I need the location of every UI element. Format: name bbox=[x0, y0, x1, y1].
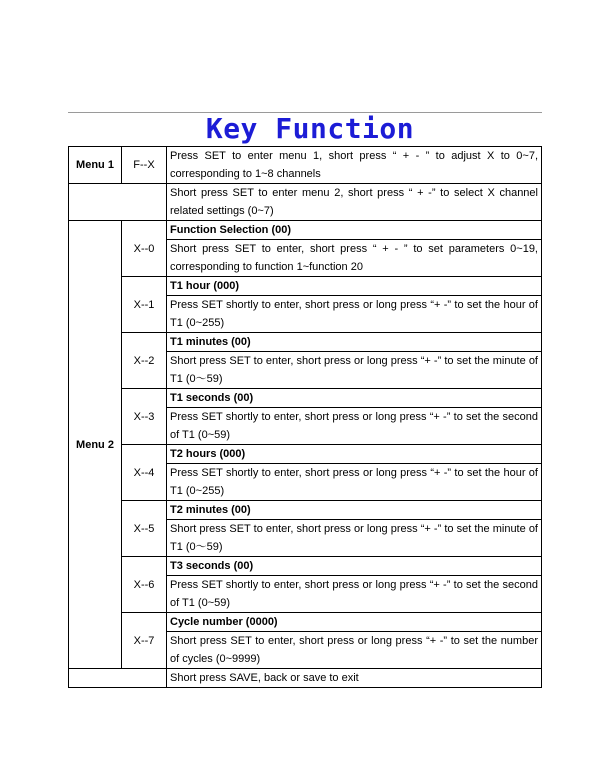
empty-cell bbox=[69, 184, 167, 221]
menu1-description: Press SET to enter menu 1, short press “ + - ” to adjust X to 0~7, corresponding to 1~8 channels bbox=[167, 147, 542, 184]
table-row-menu1 bbox=[69, 147, 542, 184]
table-row bbox=[69, 221, 542, 240]
item-description: Press SET shortly to enter, short press or long press “+ -” to set the second of T1 (0~59) bbox=[167, 408, 542, 445]
item-code: X--3 bbox=[122, 389, 167, 445]
item-heading: Cycle number (0000) bbox=[167, 613, 542, 632]
table-row-menu2-intro bbox=[69, 184, 542, 221]
exit-description: Short press SAVE, back or save to exit bbox=[167, 669, 542, 688]
item-description: Short press SET to enter, short press “ + - ” to set parameters 0~19, corresponding to function 1~function 20 bbox=[167, 240, 542, 277]
table-row bbox=[69, 557, 542, 576]
menu2-intro-description: Short press SET to enter menu 2, short press “ + -” to select X channel related settings (0~7) bbox=[167, 184, 542, 221]
menu1-code: F--X bbox=[122, 147, 167, 184]
table-row-exit bbox=[69, 669, 542, 688]
table-row bbox=[69, 445, 542, 464]
table-row bbox=[69, 277, 542, 296]
item-code: X--7 bbox=[122, 613, 167, 669]
item-description: Short press SET to enter, short press or long press “+ -” to set the minute of T1 (0〜59) bbox=[167, 520, 542, 557]
item-heading: Function Selection (00) bbox=[167, 221, 542, 240]
item-code: X--6 bbox=[122, 557, 167, 613]
item-heading: T1 hour (000) bbox=[167, 277, 542, 296]
item-description: Press SET shortly to enter, short press or long press “+ -” to set the hour of T1 (0~255) bbox=[167, 296, 542, 333]
menu1-label: Menu 1 bbox=[69, 147, 122, 184]
item-heading: T3 seconds (00) bbox=[167, 557, 542, 576]
item-heading: T2 hours (000) bbox=[167, 445, 542, 464]
item-code: X--2 bbox=[122, 333, 167, 389]
item-heading: T1 seconds (00) bbox=[167, 389, 542, 408]
item-description: Short press SET to enter, short press or long press “+ -” to set the minute of T1 (0〜59) bbox=[167, 352, 542, 389]
page-title: Key Function bbox=[205, 112, 415, 145]
item-description: Short press SET to enter, short press or long press “+ -” to set the number of cycles (0~9999) bbox=[167, 632, 542, 669]
empty-cell bbox=[69, 669, 167, 688]
item-code: X--4 bbox=[122, 445, 167, 501]
table-row bbox=[69, 333, 542, 352]
table-row bbox=[69, 389, 542, 408]
item-description: Press SET shortly to enter, short press or long press “+ -” to set the second of T1 (0~59) bbox=[167, 576, 542, 613]
item-description: Press SET shortly to enter, short press or long press “+ -” to set the hour of T1 (0~255) bbox=[167, 464, 542, 501]
item-code: X--0 bbox=[122, 221, 167, 277]
item-code: X--1 bbox=[122, 277, 167, 333]
table-row bbox=[69, 613, 542, 632]
item-heading: T1 minutes (00) bbox=[167, 333, 542, 352]
key-function-table bbox=[68, 146, 542, 688]
item-heading: T2 minutes (00) bbox=[167, 501, 542, 520]
menu2-label: Menu 2 bbox=[69, 221, 122, 669]
table-row bbox=[69, 501, 542, 520]
item-code: X--5 bbox=[122, 501, 167, 557]
